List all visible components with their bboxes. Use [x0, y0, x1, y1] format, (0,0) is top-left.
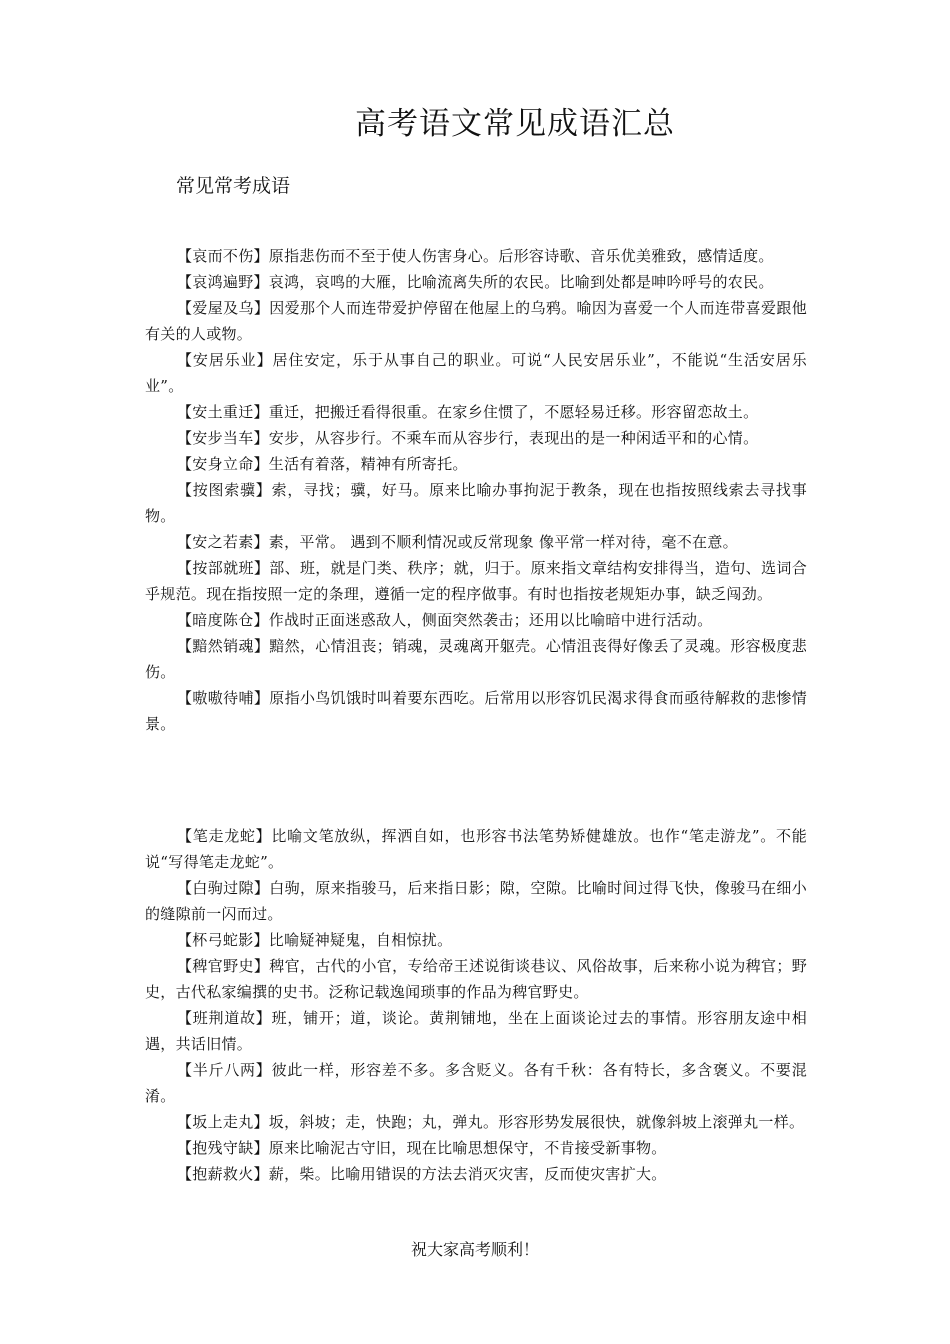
page-title: 高考语文常见成语汇总: [355, 106, 675, 142]
idiom-entry: 【班荆道故】班，铺开；道，谈论。黄荆铺地，坐在上面谈论过去的事情。形容朋友途中相遇，共话旧情。: [145, 1009, 807, 1053]
idiom-entry: 【坂上走丸】坂，斜坡；走，快跑；丸，弹丸。形容形势发展很快，就像斜坡上滚弹丸一样。: [177, 1113, 805, 1131]
idiom-entry: 【按图索骥】索，寻找；骥，好马。原来比喻办事拘泥于教条，现在也指按照线索去寻找事物。: [145, 481, 807, 525]
idiom-entry: 【爱屋及乌】因爱那个人而连带爱护停留在他屋上的乌鸦。喻因为喜爱一个人而连带喜爱跟他有关的人或物。: [145, 299, 807, 343]
idiom-entry: 【杯弓蛇影】比喻疑神疑鬼，自相惊扰。: [177, 931, 453, 949]
idiom-list-a: [145, 243, 807, 737]
idiom-entry: 【抱薪救火】薪，柴。比喻用错误的方法去消灭灾害，反而使灾害扩大。: [177, 1165, 667, 1183]
idiom-entry: 【安步当车】安步，从容步行。不乘车而从容步行，表现出的是一种闲适平和的心情。: [177, 429, 759, 447]
idiom-entry: 【笔走龙蛇】比喻文笔放纵，挥洒自如，也形容书法笔势矫健雄放。也作“笔走游龙”。不能说“写得笔走龙蛇”。: [145, 827, 807, 871]
idiom-list-b: [145, 823, 807, 1187]
idiom-entry: 【哀鸿遍野】哀鸿，哀鸣的大雁，比喻流离失所的农民。比喻到处都是呻吟呼号的农民。: [177, 273, 774, 291]
idiom-entry: 【半斤八两】彼此一样，形容差不多。多含贬义。各有千秋：各有特长，多含褒义。不要混淆。: [145, 1061, 807, 1105]
idiom-entry: 【按部就班】部、班，就是门类、秩序；就，归于。原来指文章结构安排得当，造句、选词合乎规范。现在指按照一定的条理，遵循一定的程序做事。有时也指按老规矩办事，缺乏闯劲。: [145, 559, 807, 603]
idiom-entry: 【白驹过隙】白驹，原来指骏马，后来指日影；隙，空隙。比喻时间过得飞快，像骏马在细小的缝隙前一闪而过。: [145, 879, 807, 923]
idiom-entry: 【安土重迁】重迁，把搬迁看得很重。在家乡住惯了，不愿轻易迁移。形容留恋故土。: [177, 403, 759, 421]
section-subtitle: 常见常考成语: [176, 175, 291, 197]
idiom-entry: 【哀而不伤】原指悲伤而不至于使人伤害身心。后形容诗歌、音乐优美雅致，感情适度。: [177, 247, 774, 265]
idiom-entry: 【安居乐业】居住安定，乐于从事自己的职业。可说“人民安居乐业”，不能说“生活安居乐业”。: [145, 351, 807, 395]
idiom-entry: 【抱残守缺】原来比喻泥古守旧，现在比喻思想保守，不肯接受新事物。: [177, 1139, 667, 1157]
idiom-entry: 【稗官野史】稗官，古代的小官，专给帝王述说街谈巷议、风俗故事，后来称小说为稗官；野史，古代私家编撰的史书。泛称记载逸闻琐事的作品为稗官野史。: [145, 957, 807, 1001]
idiom-entry: 【暗度陈仓】作战时正面迷惑敌人，侧面突然袭击；还用以比喻暗中进行活动。: [177, 611, 713, 629]
idiom-entry: 【嗷嗷待哺】原指小鸟饥饿时叫着要东西吃。后常用以形容饥民渴求得食而亟待解救的悲惨情景。: [145, 689, 807, 733]
idiom-entry: 【黯然销魂】黯然，心情沮丧；销魂，灵魂离开躯壳。心情沮丧得好像丢了灵魂。形容极度悲伤。: [145, 637, 807, 681]
idiom-entry: 【安之若素】素，平常。 遇到不顺利情况或反常现象 像平常一样对待，毫不在意。: [177, 533, 738, 551]
page-footer: 祝大家高考顺利！: [410, 1240, 539, 1259]
idiom-entry: 【安身立命】生活有着落，精神有所寄托。: [177, 455, 468, 473]
